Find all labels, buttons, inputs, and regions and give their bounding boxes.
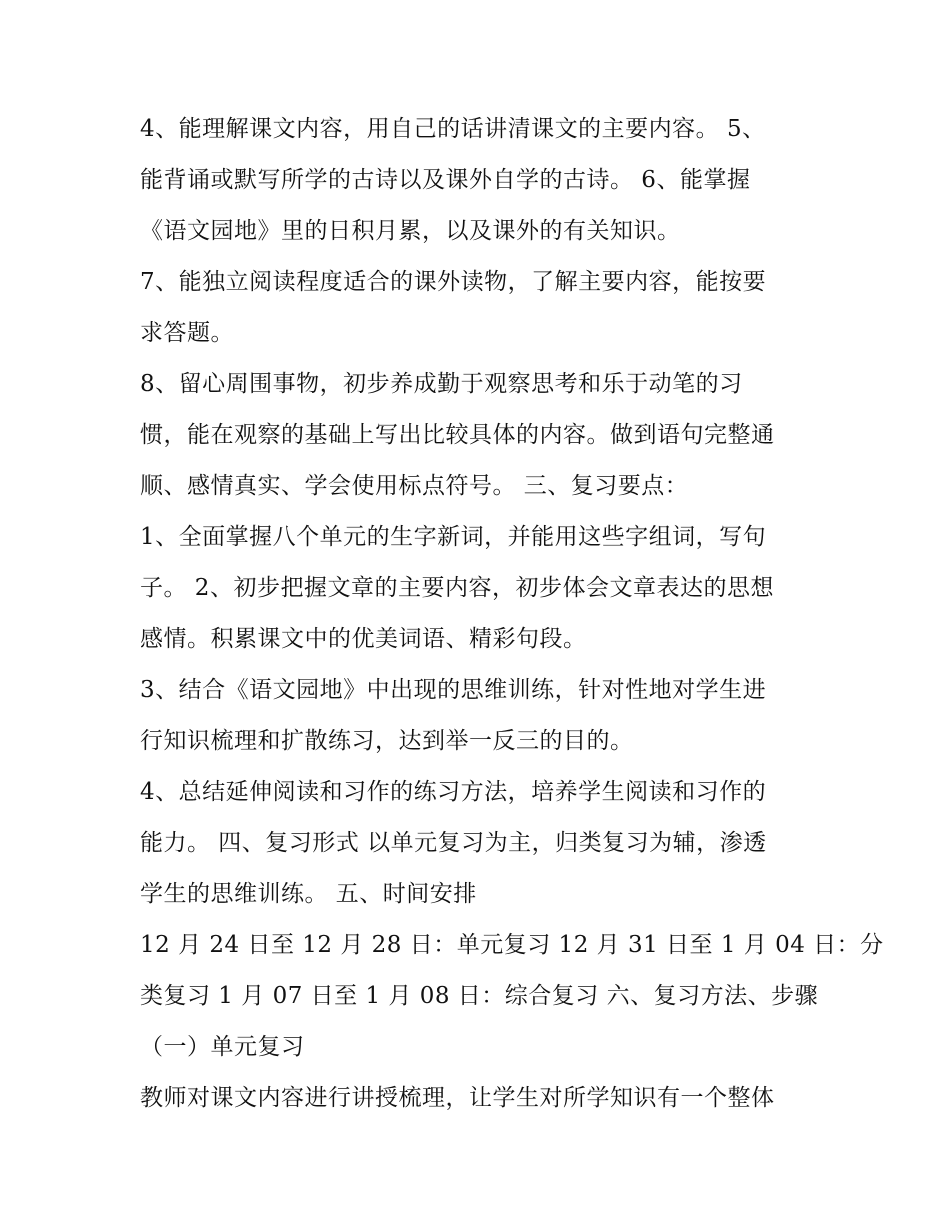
text-line: 4、总结延伸阅读和习作的练习方法，培养学生阅读和习作的 bbox=[140, 779, 767, 805]
text-line: 感情。积累课文中的优美词语、精彩句段。 bbox=[140, 626, 587, 652]
text-line: 子。 2、初步把握文章的主要内容，初步体会文章表达的思想 bbox=[140, 575, 774, 601]
text-line: 12 月 24 日至 12 月 28 日：单元复习 12 月 31 日至 1 月 04 日：分 bbox=[140, 932, 884, 958]
text-line: 学生的思维训练。 五、时间安排 bbox=[140, 881, 477, 907]
text-line: 惯，能在观察的基础上写出比较具体的内容。做到语句完整通 bbox=[140, 422, 775, 448]
document-body bbox=[140, 104, 884, 1124]
text-line: 能背诵或默写所学的古诗以及课外自学的古诗。 6、能掌握 bbox=[140, 167, 751, 193]
text-line: 8、留心周围事物，初步养成勤于观察思考和乐于动笔的习 bbox=[140, 371, 743, 397]
text-line: （一）单元复习 bbox=[140, 1034, 305, 1060]
text-line: 求答题。 bbox=[140, 320, 234, 346]
text-line: 《语文园地》里的日积月累，以及课外的有关知识。 bbox=[140, 218, 681, 244]
text-line: 类复习 1 月 07 日至 1 月 08 日：综合复习 六、复习方法、步骤 bbox=[140, 983, 819, 1009]
text-line: 行知识梳理和扩散练习，达到举一反三的目的。 bbox=[140, 728, 634, 754]
text-line: 7、能独立阅读程度适合的课外读物，了解主要内容，能按要 bbox=[140, 269, 767, 295]
text-line: 教师对课文内容进行讲授梳理，让学生对所学知识有一个整体 bbox=[140, 1085, 775, 1111]
text-line: 1、全面掌握八个单元的生字新词，并能用这些字组词，写句 bbox=[140, 524, 767, 550]
text-line: 3、结合《语文园地》中出现的思维训练，针对性地对学生进 bbox=[140, 677, 767, 703]
text-line: 4、能理解课文内容，用自己的话讲清课文的主要内容。 5、 bbox=[140, 116, 766, 142]
text-line: 顺、感情真实、学会使用标点符号。 三、复习要点： bbox=[140, 473, 689, 499]
text-line: 能力。 四、复习形式 以单元复习为主，归类复习为辅，渗透 bbox=[140, 830, 767, 856]
